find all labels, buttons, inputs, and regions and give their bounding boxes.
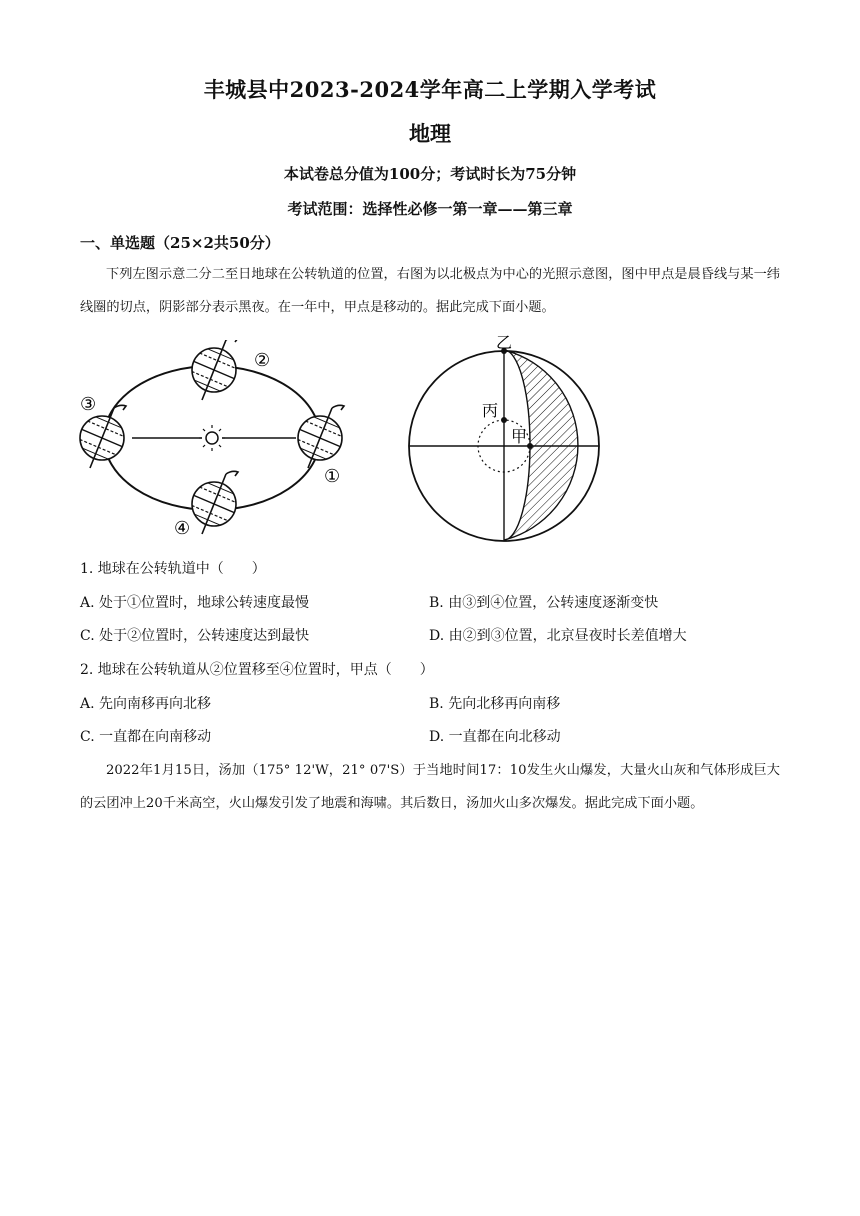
label-position-3: ③: [80, 394, 97, 415]
sun-icon: [199, 425, 225, 451]
label-position-2: ②: [254, 350, 271, 371]
question-2-option-d[interactable]: D. 一直都在向北移动: [429, 729, 561, 745]
question-1-stem: 1. 地球在公转轨道中（ ）: [80, 561, 266, 577]
label-yi: 乙: [496, 333, 513, 352]
point-bing: [501, 417, 507, 423]
passage-2: 2022年1月15日，汤加（175° 12'W，21° 07'S）于当地时间17：10发生火山爆发，大量火山灰和气体形成巨大的云团冲上20千米高空，火山爆发引发了地震和海啸。其后数日，汤加火山多次爆发。据此完成下面小题。: [80, 763, 780, 811]
section-heading-single-choice: 一、单选题（25×2共50分）: [80, 234, 280, 252]
label-bing: 丙: [482, 401, 499, 420]
earth-position-4: [184, 471, 243, 534]
earth-position-1: [290, 405, 349, 468]
question-1-option-c[interactable]: C. 处于②位置时，公转速度达到最快: [80, 628, 310, 644]
label-position-4: ④: [174, 518, 191, 539]
exam-title: 丰城县中2023-2024学年高二上学期入学考试: [203, 77, 657, 102]
question-1-option-b[interactable]: B. 由③到④位置，公转速度逐渐变快: [429, 595, 659, 611]
earth-position-2: [184, 340, 243, 400]
exam-info-scope: 考试范围：选择性必修一第一章——第三章: [287, 200, 573, 218]
question-2-stem: 2. 地球在公转轨道从②位置移至④位置时，甲点（ ）: [80, 662, 434, 678]
question-1-option-a[interactable]: A. 处于①位置时，地球公转速度最慢: [80, 595, 310, 611]
passage-1: 下列左图示意二分二至日地球在公转轨道的位置，右图为以北极点为中心的光照示意图，图中甲点是晨昏线与某一纬线圈的切点，阴影部分表示黑夜。在一年中，甲点是移动的。据此完成下面小题。: [80, 267, 780, 315]
question-2-option-b[interactable]: B. 先向北移再向南移: [429, 696, 561, 712]
question-2-option-a[interactable]: A. 先向南移再向北移: [80, 696, 212, 712]
orbit-diagram: [74, 340, 354, 545]
polar-illumination-diagram: [404, 330, 614, 550]
exam-info-score-time: 本试卷总分值为100分；考试时长为75分钟: [283, 165, 577, 183]
label-jia: 甲: [511, 427, 528, 446]
exam-subject: 地理: [409, 121, 451, 146]
question-2-option-c[interactable]: C. 一直都在向南移动: [80, 729, 212, 745]
question-1-option-d[interactable]: D. 由②到③位置，北京昼夜时长差值增大: [429, 628, 687, 644]
label-position-1: ①: [324, 466, 341, 487]
point-jia: [527, 443, 533, 449]
